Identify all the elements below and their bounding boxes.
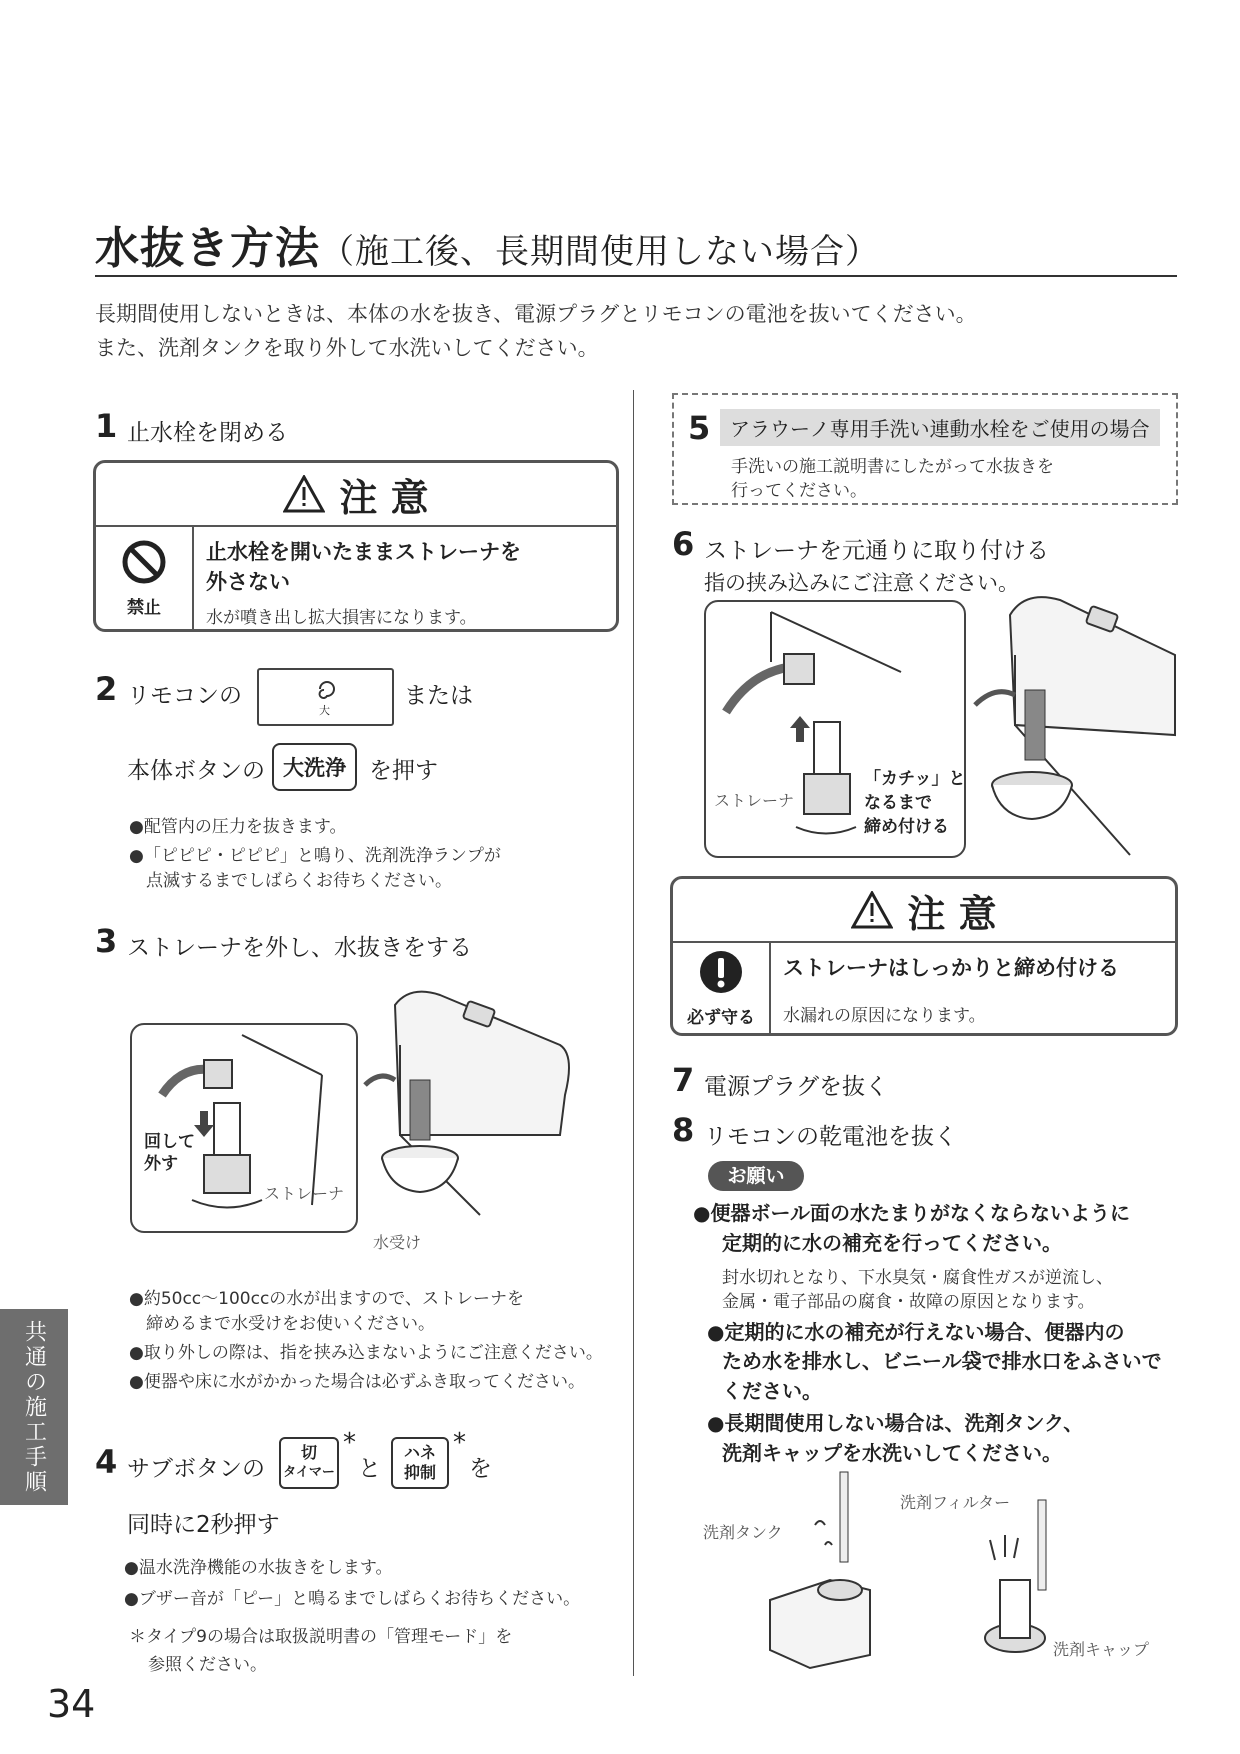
step-5-line-2: 行ってください。 (731, 481, 867, 501)
step-6-sub: 指の挟み込みにご注意ください。 (704, 571, 1019, 595)
step-4-footnote-2: 参照ください。 (148, 1655, 267, 1675)
turn-label-2: 外す (144, 1154, 178, 1174)
strainer-label: ストレーナ (264, 1184, 345, 1203)
caution-heading: 注 意 (96, 463, 616, 527)
request-2-line-1: ●定期的に水の補充が行えない場合、便器内の (707, 1320, 1125, 1344)
detergent-tank-label: 洗剤タンク (703, 1523, 783, 1542)
request-3-line-2: 洗剤キャップを水洗いしてください。 (722, 1441, 1062, 1465)
caution-sub-text: 水が噴き出し拡大損害になります。 (206, 608, 477, 628)
asterisk-2: * (453, 1428, 466, 1458)
mandatory-symbol: 必ず守る (673, 943, 771, 1033)
strainer-install-inset (704, 600, 966, 858)
caution-heading-2: 注 意 (673, 879, 1175, 943)
step-1-text: 止水栓を閉める (127, 420, 288, 446)
exclamation-circle-icon (698, 949, 744, 995)
request-2-line-3: ください。 (722, 1379, 822, 1403)
page-title (95, 212, 880, 276)
step-2-or: または (404, 683, 473, 709)
request-1-line-2: 定期的に水の補充を行ってください。 (722, 1231, 1062, 1255)
step-5-line-1: 手洗いの施工説明書にしたがって水抜きを (731, 457, 1054, 477)
step-2-note-1: ●配管内の圧力を抜きます。 (129, 817, 347, 837)
step-2-line2-suffix: を押す (369, 758, 438, 784)
step-2-note-2: ●「ピピピ・ピピピ」と鳴り、洗剤洗浄ランプが (129, 846, 501, 866)
request-2-line-2: ため水を排水し、ビニール袋で排水口をふさいで (722, 1349, 1162, 1373)
request-1-sub-2: 金属・電子部品の腐食・故障の原因となります。 (722, 1292, 1095, 1312)
page-title-sub: （施工後、長期間使用しない場合） (320, 232, 880, 272)
intro-line-2: また、洗剤タンクを取り外して水洗いしてください。 (95, 336, 599, 360)
section-side-tab: 共通の施工手順 (0, 1309, 68, 1505)
column-divider (633, 390, 634, 1676)
step-4-number: 4 (95, 1443, 118, 1481)
body-big-flush-button: 大洗浄 (272, 743, 357, 791)
title-divider (95, 275, 1177, 277)
click-label-2: なるまで (864, 793, 932, 813)
request-badge: お願い (708, 1161, 804, 1191)
swirl-icon (312, 676, 342, 702)
page-title-main: 水抜き方法 (95, 223, 320, 274)
caution-2-sub: 水漏れの原因になります。 (783, 1006, 986, 1026)
request-3-line-1: ●長期間使用しない場合は、洗剤タンク、 (707, 1411, 1084, 1435)
step-8-number: 8 (672, 1111, 695, 1149)
water-bowl-icon-2 (985, 765, 1080, 825)
caution-2-main: ストレーナはしっかりと締め付ける (783, 956, 1119, 980)
step-1-number: 1 (95, 407, 118, 445)
step-6-text: ストレーナを元通りに取り付ける (704, 538, 1049, 564)
request-1-line-1: ●便器ボール面の水たまりがなくならないように (693, 1201, 1131, 1225)
step-3-number: 3 (95, 922, 118, 960)
detergent-cap-label: 洗剤キャップ (1053, 1640, 1150, 1659)
step-3-text: ストレーナを外し、水抜きをする (127, 935, 472, 961)
warning-triangle-icon (283, 475, 325, 513)
warning-triangle-icon (851, 891, 893, 929)
strainer-label-2: ストレーナ (714, 791, 795, 810)
asterisk-1: * (343, 1428, 356, 1458)
water-bowl-icon (375, 1140, 465, 1200)
water-bowl-label: 水受け (373, 1233, 422, 1252)
step-2-line2-prefix: 本体ボタンの (127, 758, 265, 784)
detergent-filter-label: 洗剤フィルター (900, 1493, 1011, 1512)
step-4-note-1: ●温水洗浄機能の水抜きをします。 (124, 1558, 393, 1578)
prohibited-symbol: 禁止 (96, 527, 194, 629)
remote-flush-button: 大 (257, 668, 394, 726)
step-3-note-4: ●便器や床に水がかかった場合は必ずふき取ってください。 (129, 1372, 585, 1392)
step-4-prefix: サブボタンの (127, 1456, 265, 1482)
step-6-number: 6 (672, 525, 695, 563)
prohibited-icon (121, 539, 167, 585)
caution-box-2 (670, 876, 1178, 1036)
step-4-note-2: ●ブザー音が「ピー」と鳴るまでしばらくお待ちください。 (124, 1589, 581, 1609)
step-3-note-3: ●取り外しの際は、指を挟み込まないようにご注意ください。 (129, 1343, 603, 1363)
timer-off-key: 切 タイマー (279, 1437, 339, 1489)
step-2-prefix: リモコンの (127, 683, 242, 709)
step-4-line-2: 同時に2秒押す (127, 1512, 280, 1538)
turn-label-1: 回して (144, 1132, 195, 1152)
click-label-3: 締め付ける (864, 817, 949, 837)
caution-main-line-2: 外さない (206, 570, 290, 594)
step-4-and: と (358, 1456, 381, 1482)
page-number: 34 (47, 1682, 96, 1726)
step-8-text: リモコンの乾電池を抜く (704, 1124, 957, 1150)
caution-box-1 (93, 460, 619, 632)
splash-suppress-key: ハネ 抑制 (391, 1437, 449, 1489)
step-2-note-3: 点滅するまでしばらくお待ちください。 (146, 871, 452, 891)
strainer-removal-inset (130, 1023, 358, 1233)
click-label-1: 「カチッ」と (864, 769, 966, 789)
step-3-note-2: 締めるまで水受けをお使いください。 (146, 1314, 435, 1334)
step-5-number: 5 (688, 409, 711, 447)
request-1-sub-1: 封水切れとなり、下水臭気・腐食性ガスが逆流し、 (722, 1268, 1113, 1288)
intro-line-1: 長期間使用しないときは、本体の水を抜き、電源プラグとリモコンの電池を抜いてください。 (95, 302, 977, 326)
step-4-footnote-1: ＊タイプ9の場合は取扱説明書の「管理モード」を (129, 1627, 513, 1647)
step-3-note-1: ●約50cc～100ccの水が出ますので、ストレーナを (129, 1289, 524, 1309)
step-4-suffix: を (469, 1456, 492, 1482)
caution-main-line-1: 止水栓を開いたままストレーナを (206, 540, 521, 564)
step-7-number: 7 (672, 1061, 695, 1099)
step-5-heading: アラウーノ専用手洗い連動水栓をご使用の場合 (720, 409, 1160, 446)
step-2-number: 2 (95, 670, 118, 708)
step-7-text: 電源プラグを抜く (704, 1074, 888, 1100)
